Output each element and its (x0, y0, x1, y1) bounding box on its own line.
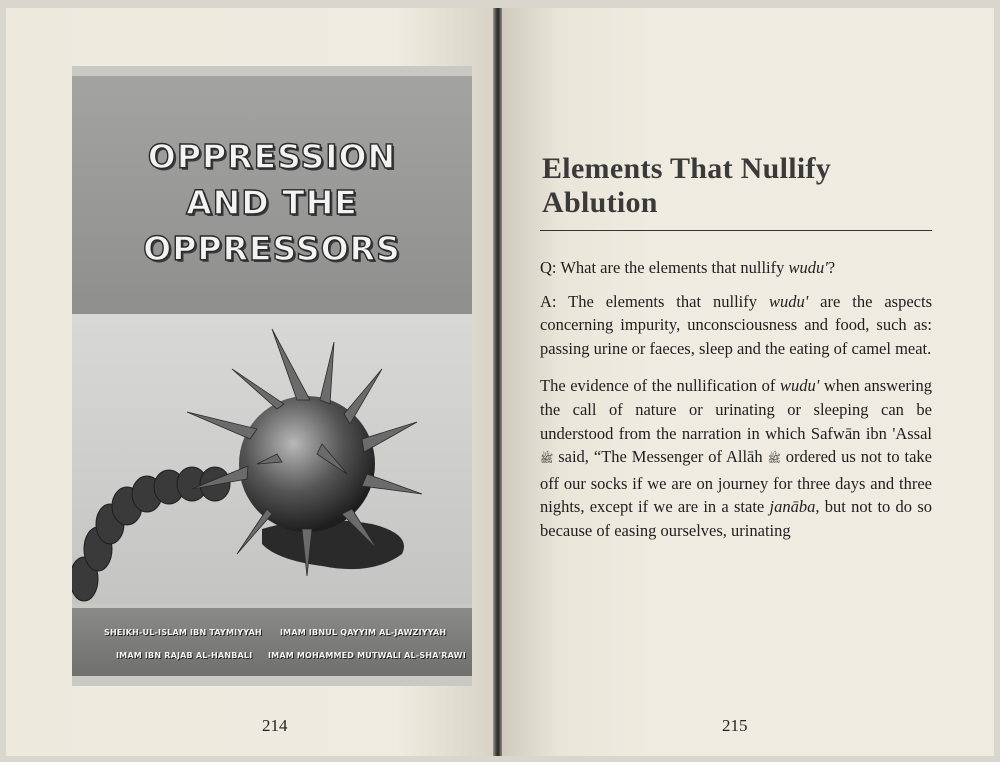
honorific-saw-icon: ﷺ (767, 453, 781, 466)
author-3: IMAM IBN RAJAB AL-HANBALI (116, 651, 253, 660)
author-4: IMAM MOHAMMED MUTWALI AL-SHA'RAWI (268, 651, 466, 660)
page-number-right: 215 (722, 716, 748, 735)
cover-title-line1: OPPRESSION (147, 137, 397, 176)
title-rule (540, 230, 932, 231)
page-number-left: 214 (262, 716, 288, 735)
evidence-paragraph: The evidence of the nullification of wudu' when answering the call of nature or urinating or sleeping can be understood from the narration in which Safwān ibn 'Assal ﷺ said, “The Messenger of Allāh ﷺ ordered us not to take off our socks if we are on journey for three days and three nights, except if we are in a state janāba, but not to do so because of easing ourselves, urinating (540, 376, 932, 540)
cover-authors-band (72, 608, 472, 676)
body-text (540, 256, 932, 557)
honorific-ra-icon: ﷺ (540, 453, 554, 466)
cover-title-line2: AND THE OPPRESSORS (143, 183, 401, 268)
spiked-ball-illustration (72, 314, 472, 604)
question-paragraph: Q: What are the elements that nullify wudu'? (540, 258, 836, 277)
book-spine (493, 8, 502, 756)
cover-title (72, 134, 472, 272)
chapter-title: Elements That Nullify Ablution (542, 152, 832, 219)
author-2: IMAM IBNUL QAYYIM AL-JAWZIYYAH (280, 628, 447, 637)
author-1: SHEIKH-UL-ISLAM IBN TAYMIYYAH (104, 628, 262, 637)
answer-paragraph: A: The elements that nullify wudu' are the aspects concerning impurity, unconsciousness and food, such as: passing urine or faeces, sleep and the eating of camel meat. (540, 291, 932, 358)
book-cover-image (72, 66, 472, 686)
